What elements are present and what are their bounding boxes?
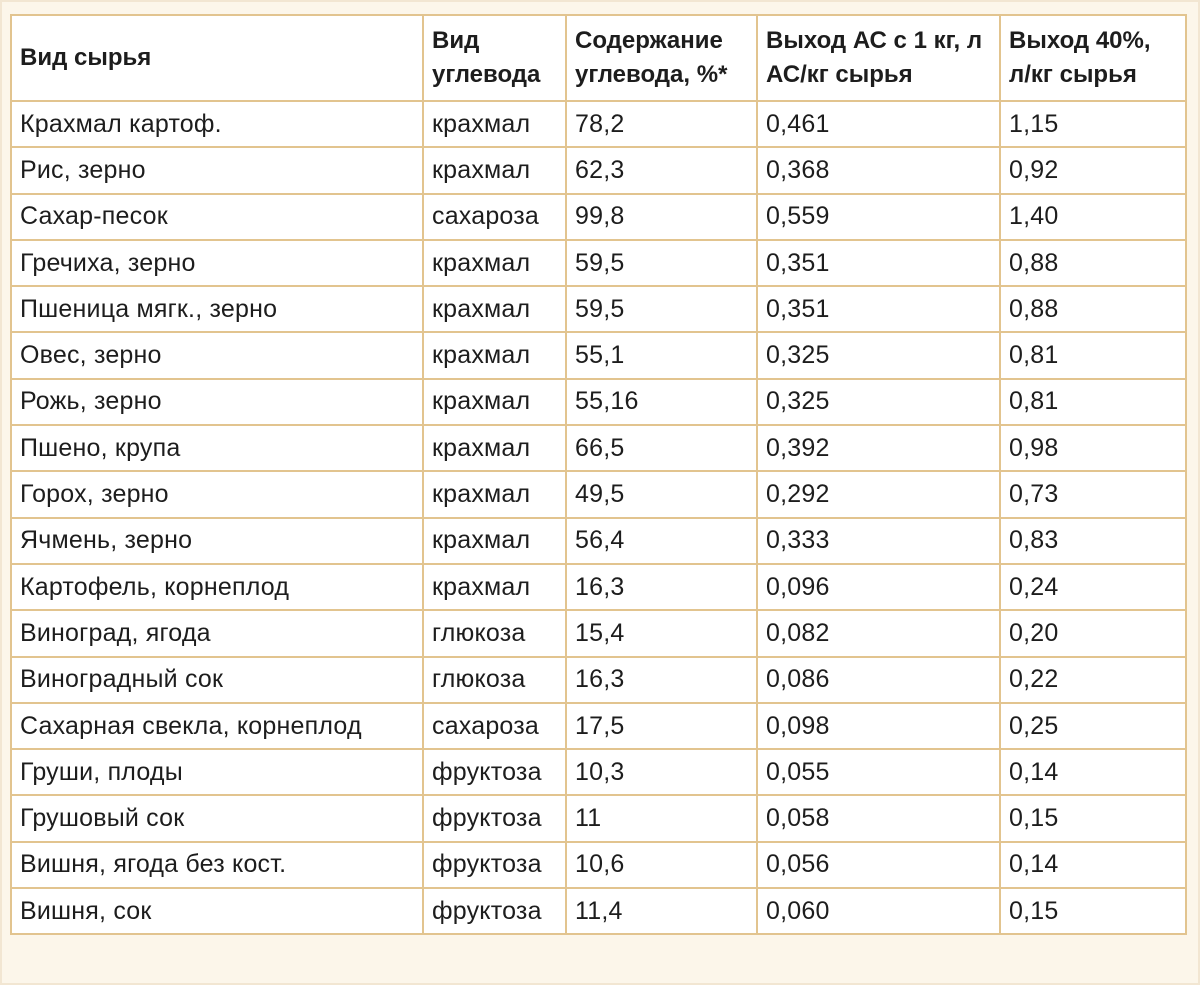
table-row (11, 240, 1186, 286)
cell-raw-material: Вишня, сок (11, 888, 423, 934)
cell-raw-material: Овес, зерно (11, 332, 423, 378)
cell-carbohydrate-content: 55,1 (566, 332, 757, 378)
cell-carbohydrate-type: фруктоза (423, 795, 566, 841)
cell-raw-material: Груши, плоды (11, 749, 423, 795)
cell-alcohol-yield: 0,461 (757, 101, 1000, 147)
cell-carbohydrate-type: фруктоза (423, 842, 566, 888)
cell-carbohydrate-type: крахмал (423, 564, 566, 610)
table-header (11, 15, 1186, 101)
cell-raw-material: Сахарная свекла, корнеплод (11, 703, 423, 749)
cell-alcohol-yield: 0,559 (757, 194, 1000, 240)
cell-carbohydrate-content: 99,8 (566, 194, 757, 240)
cell-40-percent-yield: 0,83 (1000, 518, 1186, 564)
cell-carbohydrate-content: 11 (566, 795, 757, 841)
table-row (11, 471, 1186, 517)
cell-raw-material: Пшеница мягк., зерно (11, 286, 423, 332)
table-row (11, 749, 1186, 795)
cell-40-percent-yield: 1,15 (1000, 101, 1186, 147)
cell-40-percent-yield: 0,24 (1000, 564, 1186, 610)
header-row (11, 15, 1186, 101)
cell-40-percent-yield: 0,98 (1000, 425, 1186, 471)
cell-carbohydrate-type: фруктоза (423, 749, 566, 795)
raw-material-yield-table (10, 14, 1187, 935)
table-body (11, 101, 1186, 934)
cell-40-percent-yield: 0,14 (1000, 749, 1186, 795)
cell-carbohydrate-content: 49,5 (566, 471, 757, 517)
cell-alcohol-yield: 0,056 (757, 842, 1000, 888)
cell-carbohydrate-type: крахмал (423, 518, 566, 564)
cell-raw-material: Грушовый сок (11, 795, 423, 841)
cell-carbohydrate-type: крахмал (423, 471, 566, 517)
table-row (11, 610, 1186, 656)
cell-carbohydrate-content: 66,5 (566, 425, 757, 471)
cell-carbohydrate-content: 16,3 (566, 657, 757, 703)
cell-raw-material: Сахар-песок (11, 194, 423, 240)
cell-carbohydrate-content: 11,4 (566, 888, 757, 934)
table-row (11, 147, 1186, 193)
cell-carbohydrate-type: крахмал (423, 425, 566, 471)
cell-40-percent-yield: 0,81 (1000, 379, 1186, 425)
cell-carbohydrate-type: крахмал (423, 147, 566, 193)
cell-carbohydrate-content: 59,5 (566, 240, 757, 286)
table-row (11, 657, 1186, 703)
table-row (11, 379, 1186, 425)
cell-carbohydrate-content: 15,4 (566, 610, 757, 656)
table-row (11, 518, 1186, 564)
cell-carbohydrate-type: глюкоза (423, 657, 566, 703)
cell-40-percent-yield: 0,25 (1000, 703, 1186, 749)
cell-raw-material: Вишня, ягода без кост. (11, 842, 423, 888)
cell-40-percent-yield: 0,22 (1000, 657, 1186, 703)
cell-carbohydrate-type: крахмал (423, 332, 566, 378)
cell-40-percent-yield: 0,73 (1000, 471, 1186, 517)
cell-alcohol-yield: 0,058 (757, 795, 1000, 841)
cell-raw-material: Виноградный сок (11, 657, 423, 703)
cell-raw-material: Пшено, крупа (11, 425, 423, 471)
cell-alcohol-yield: 0,055 (757, 749, 1000, 795)
cell-carbohydrate-content: 17,5 (566, 703, 757, 749)
cell-40-percent-yield: 0,92 (1000, 147, 1186, 193)
cell-alcohol-yield: 0,351 (757, 286, 1000, 332)
cell-40-percent-yield: 0,15 (1000, 888, 1186, 934)
cell-carbohydrate-type: сахароза (423, 703, 566, 749)
header-carbohydrate-type: Вид углевода (423, 15, 566, 101)
cell-raw-material: Горох, зерно (11, 471, 423, 517)
cell-carbohydrate-type: крахмал (423, 101, 566, 147)
header-alcohol-yield: Выход АС с 1 кг, л АС/кг сырья (757, 15, 1000, 101)
header-40-percent-yield: Выход 40%, л/кг сырья (1000, 15, 1186, 101)
cell-alcohol-yield: 0,096 (757, 564, 1000, 610)
cell-alcohol-yield: 0,060 (757, 888, 1000, 934)
cell-raw-material: Гречиха, зерно (11, 240, 423, 286)
cell-40-percent-yield: 0,81 (1000, 332, 1186, 378)
cell-alcohol-yield: 0,333 (757, 518, 1000, 564)
header-raw-material: Вид сырья (11, 15, 423, 101)
cell-40-percent-yield: 0,88 (1000, 286, 1186, 332)
cell-carbohydrate-type: крахмал (423, 240, 566, 286)
table-row (11, 888, 1186, 934)
cell-carbohydrate-type: фруктоза (423, 888, 566, 934)
cell-carbohydrate-content: 56,4 (566, 518, 757, 564)
cell-40-percent-yield: 0,14 (1000, 842, 1186, 888)
cell-carbohydrate-type: крахмал (423, 286, 566, 332)
cell-carbohydrate-type: глюкоза (423, 610, 566, 656)
cell-alcohol-yield: 0,392 (757, 425, 1000, 471)
cell-raw-material: Виноград, ягода (11, 610, 423, 656)
cell-raw-material: Рожь, зерно (11, 379, 423, 425)
cell-40-percent-yield: 0,20 (1000, 610, 1186, 656)
table-row (11, 194, 1186, 240)
cell-carbohydrate-content: 59,5 (566, 286, 757, 332)
cell-raw-material: Крахмал картоф. (11, 101, 423, 147)
cell-carbohydrate-content: 10,3 (566, 749, 757, 795)
table-row (11, 286, 1186, 332)
cell-carbohydrate-content: 10,6 (566, 842, 757, 888)
cell-raw-material: Ячмень, зерно (11, 518, 423, 564)
header-carbohydrate-content: Содержание углевода, %* (566, 15, 757, 101)
cell-40-percent-yield: 1,40 (1000, 194, 1186, 240)
cell-carbohydrate-type: сахароза (423, 194, 566, 240)
cell-raw-material: Рис, зерно (11, 147, 423, 193)
table-row (11, 425, 1186, 471)
cell-carbohydrate-content: 78,2 (566, 101, 757, 147)
cell-carbohydrate-type: крахмал (423, 379, 566, 425)
table-row (11, 703, 1186, 749)
table-row (11, 564, 1186, 610)
cell-alcohol-yield: 0,292 (757, 471, 1000, 517)
cell-alcohol-yield: 0,082 (757, 610, 1000, 656)
cell-carbohydrate-content: 16,3 (566, 564, 757, 610)
cell-40-percent-yield: 0,15 (1000, 795, 1186, 841)
cell-alcohol-yield: 0,098 (757, 703, 1000, 749)
cell-carbohydrate-content: 55,16 (566, 379, 757, 425)
table-row (11, 795, 1186, 841)
cell-alcohol-yield: 0,368 (757, 147, 1000, 193)
cell-alcohol-yield: 0,086 (757, 657, 1000, 703)
table-row (11, 101, 1186, 147)
cell-alcohol-yield: 0,325 (757, 332, 1000, 378)
cell-alcohol-yield: 0,351 (757, 240, 1000, 286)
table-row (11, 842, 1186, 888)
cell-alcohol-yield: 0,325 (757, 379, 1000, 425)
cell-raw-material: Картофель, корнеплод (11, 564, 423, 610)
cell-40-percent-yield: 0,88 (1000, 240, 1186, 286)
table-row (11, 332, 1186, 378)
cell-carbohydrate-content: 62,3 (566, 147, 757, 193)
